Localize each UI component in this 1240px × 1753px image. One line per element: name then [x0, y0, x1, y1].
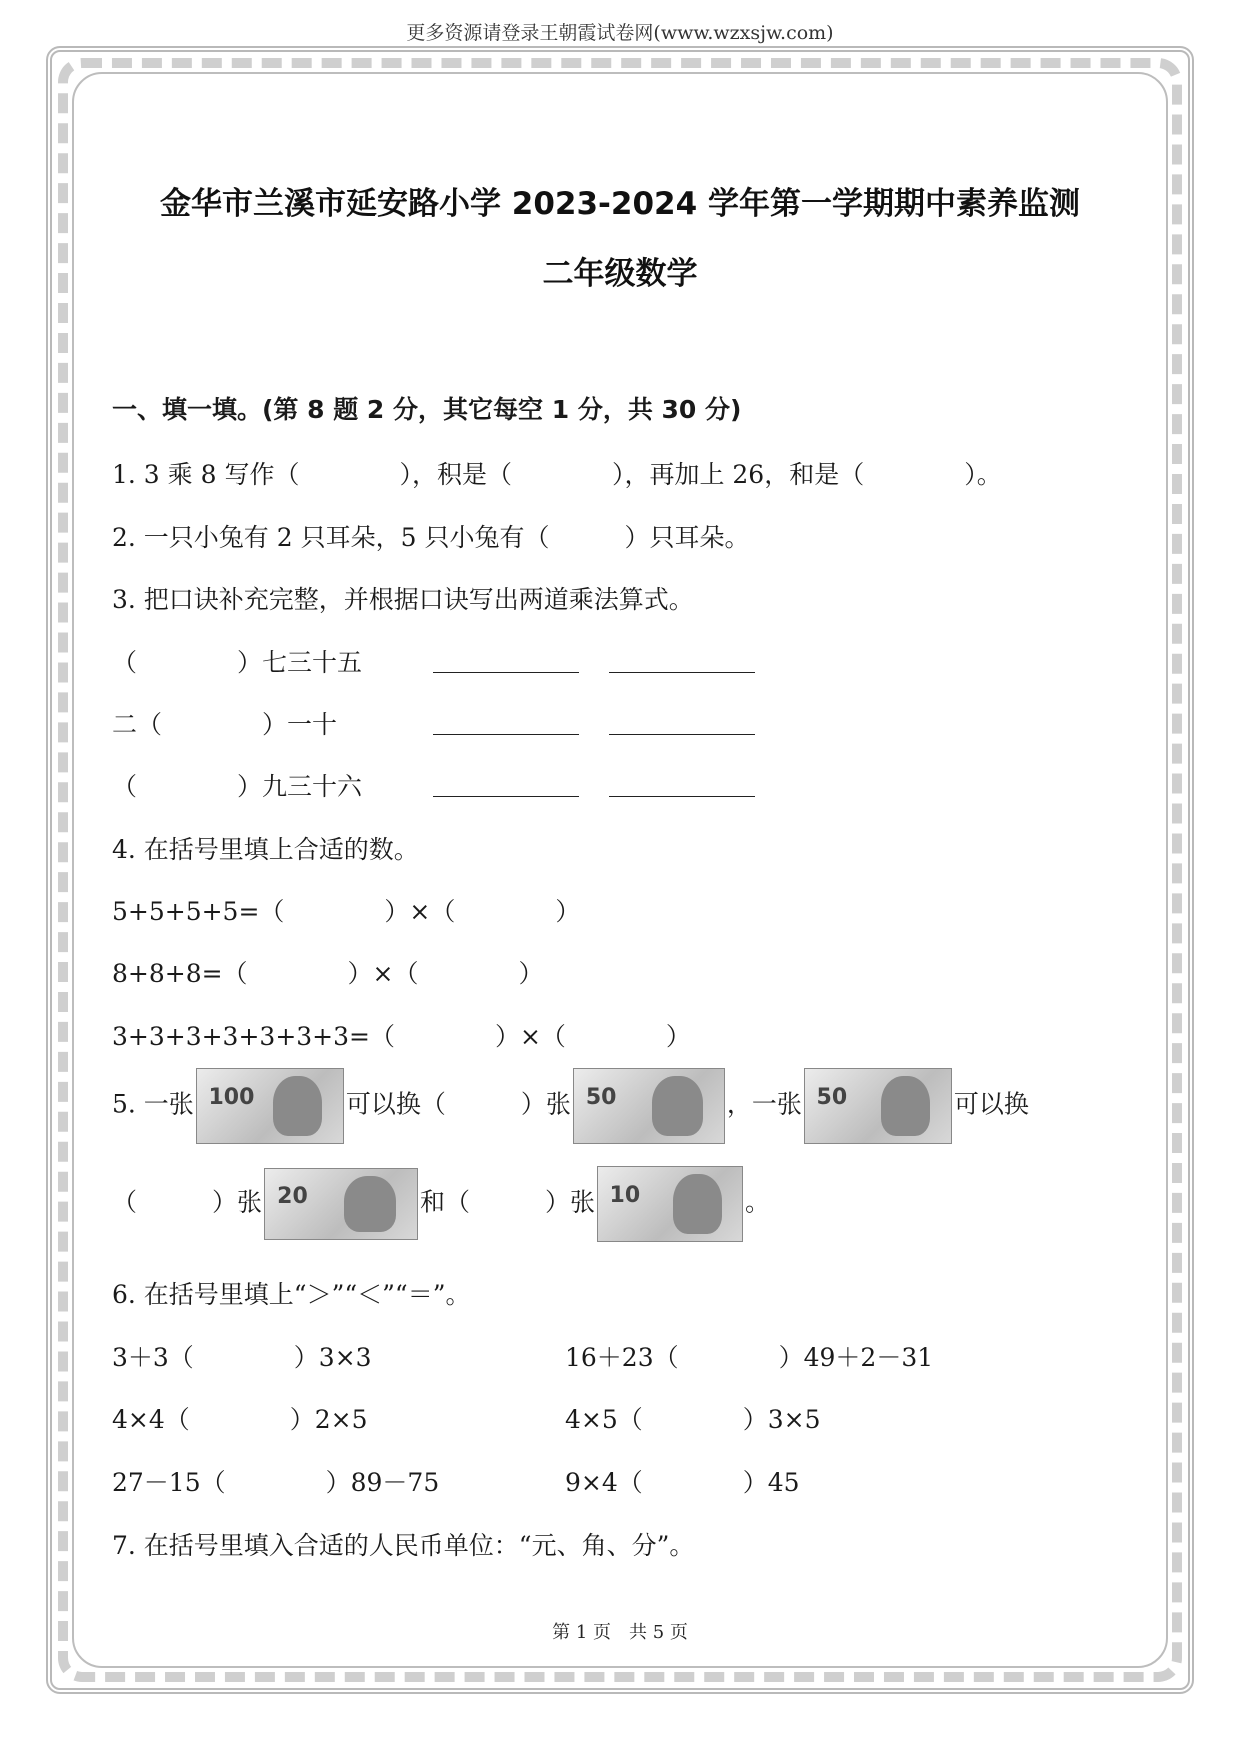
exam-subject: 二年级数学	[542, 256, 698, 292]
banknote-value: 20	[277, 1184, 308, 1210]
q6-left-2: 4×4（ ）2×5	[112, 1405, 368, 1434]
q6-right-1: 16＋23（ ）49＋2－31	[565, 1343, 934, 1372]
q4-row-1: 5+5+5+5=（ ）×（ ）	[112, 897, 581, 926]
question-4-stem: 4. 在括号里填上合适的数。	[112, 835, 419, 864]
q3-answer-line	[433, 796, 579, 797]
q5-text-b: 可以换（ ）张	[345, 1089, 571, 1119]
portrait-shape	[344, 1176, 396, 1232]
q4-row-2: 8+8+8=（ ）×（ ）	[112, 959, 544, 988]
q6-right-2: 4×5（ ）3×5	[565, 1405, 821, 1434]
banknote-value: 50	[816, 1085, 848, 1111]
q3-row-1: （ ）七三十五	[112, 648, 363, 677]
banknote-value: 10	[609, 1183, 641, 1209]
page-footer: 第 1 页 共 5 页	[552, 1622, 688, 1643]
q6-left-1: 3＋3（ ）3×3	[112, 1343, 372, 1372]
banknote-20-image	[264, 1168, 418, 1240]
portrait-shape	[652, 1076, 703, 1135]
question-1: 1. 3 乘 8 写作（ ），积是（ ），再加上 26，和是（ ）。	[112, 460, 1002, 489]
banknote-value: 50	[585, 1085, 617, 1111]
q6-right-3: 9×4（ ）45	[565, 1468, 800, 1497]
question-7: 7. 在括号里填入合适的人民币单位：“元、角、分”。	[112, 1531, 695, 1560]
q5-text-a: 5. 一张	[112, 1089, 194, 1119]
section-1-heading: 一、填一填。(第 8 题 2 分，其它每空 1 分，共 30 分)	[112, 395, 742, 424]
q3-answer-line	[609, 672, 755, 673]
q3-answer-line	[433, 734, 579, 735]
question-3-stem: 3. 把口诀补充完整，并根据口诀写出两道乘法算式。	[112, 585, 694, 614]
q3-answer-line	[609, 796, 755, 797]
q3-answer-line	[609, 734, 755, 735]
header-note: 更多资源请登录王朝霞试卷网(www.wzxsjw.com)	[406, 22, 834, 44]
question-5-line-2	[112, 1166, 770, 1242]
q3-row-3: （ ）九三十六	[112, 772, 363, 801]
banknote-value: 100	[208, 1085, 255, 1111]
banknote-50-image	[804, 1068, 952, 1144]
q5-text-e: （ ）张	[112, 1187, 263, 1217]
portrait-shape	[881, 1076, 931, 1135]
q3-row-2: 二（ ）一十	[112, 710, 338, 739]
portrait-shape	[673, 1174, 722, 1233]
question-2: 2. 一只小兔有 2 只耳朵，5 只小兔有（ ）只耳朵。	[112, 523, 750, 552]
q5-text-g: 。	[745, 1187, 771, 1217]
banknote-10-image	[597, 1166, 743, 1242]
q5-text-c: ，一张	[726, 1089, 802, 1119]
portrait-shape	[273, 1076, 323, 1135]
q4-row-3: 3+3+3+3+3+3+3=（ ）×（ ）	[112, 1022, 691, 1051]
banknote-50-image	[573, 1068, 725, 1144]
q6-left-3: 27－15（ ）89－75	[112, 1468, 440, 1497]
exam-title: 金华市兰溪市延安路小学 2023-2024 学年第一学期期中素养监测	[159, 186, 1080, 222]
question-6-stem: 6. 在括号里填上“＞”“＜”“＝”。	[112, 1280, 471, 1309]
banknote-100-image	[196, 1068, 344, 1144]
q3-answer-line	[433, 672, 579, 673]
q5-text-f: 和（ ）张	[420, 1187, 596, 1217]
q5-text-d: 可以换	[953, 1089, 1029, 1119]
question-5-line-1	[112, 1068, 1029, 1144]
